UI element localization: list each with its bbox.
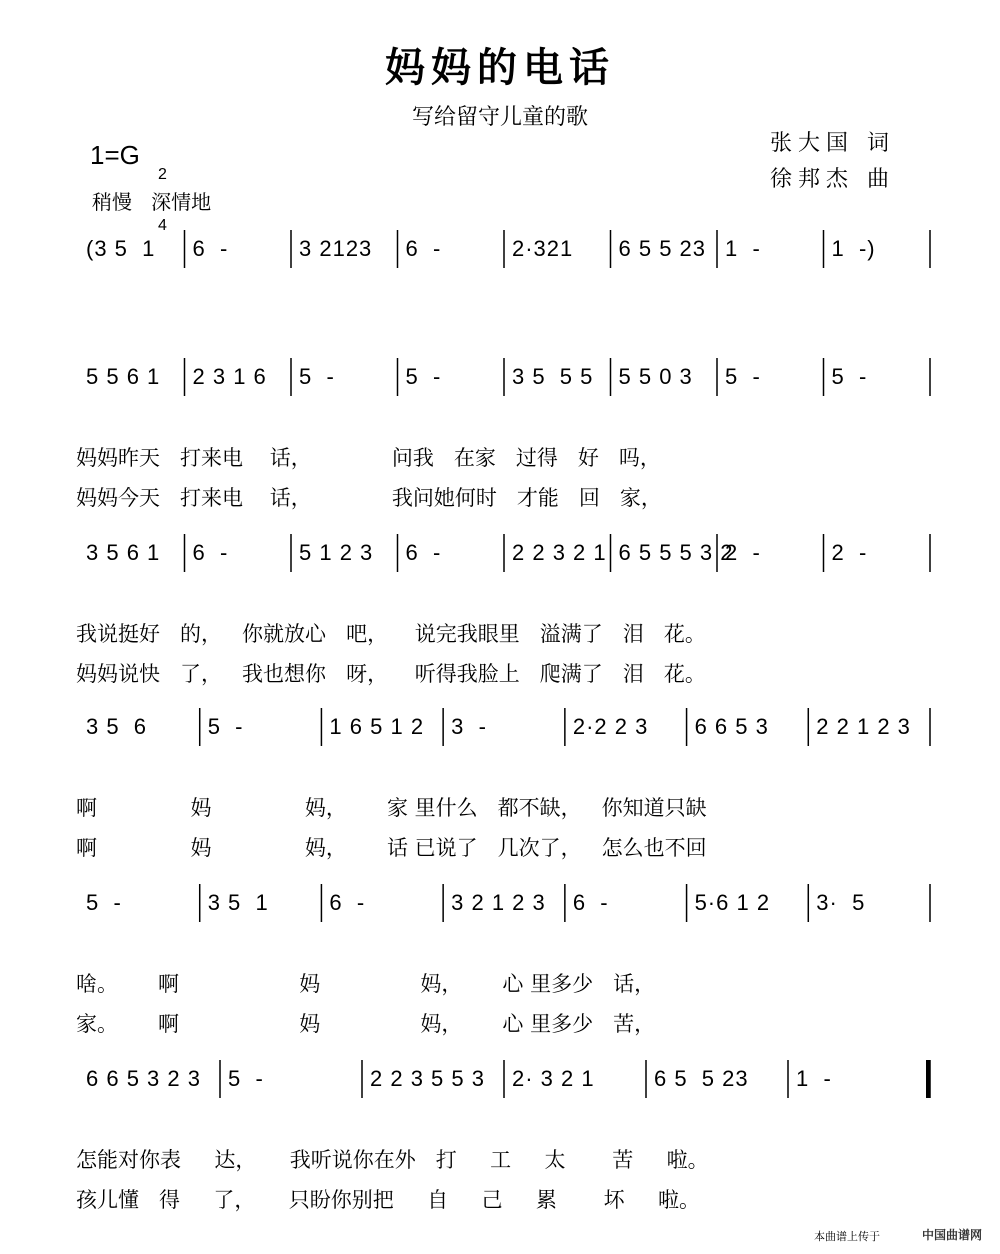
- measure: 2 2 3 2 1: [512, 540, 607, 565]
- song-subtitle: 写给留守儿童的歌: [411, 105, 588, 130]
- lyric-line: 孩儿懂 得 了， 只盼你别把 自 己 累 坏 啦。: [76, 1188, 701, 1212]
- meter-bottom: 4: [158, 217, 167, 234]
- measure: 6 -: [572, 890, 609, 915]
- lyric-line: 妈妈说快 了， 我也想你 呀， 听得我脸上 爬满了 泪 花。: [76, 662, 706, 686]
- measure: 2 2 3 5 5 3: [370, 1066, 485, 1091]
- lyric-line: 怎能对你表 达， 我听说你在外 打 工 太 苦 啦。: [76, 1148, 709, 1172]
- lyric-line: 妈妈今天 打来电 话， 我问她何时 才能 回 家，: [76, 486, 662, 510]
- song-title: 妈妈的电话: [385, 44, 615, 91]
- measure: 6 5 5 23: [618, 236, 707, 261]
- lyric-line: 家。 啊 妈 妈， 心 里多少 苦，: [76, 1012, 656, 1036]
- measure: 3 5 6 1: [86, 540, 161, 565]
- footer-text: 本曲谱上传于: [814, 1230, 880, 1243]
- measure: 5 -: [831, 364, 868, 389]
- measure: 5·6 1 2: [694, 890, 771, 915]
- footer-site-logo: 中国曲谱网: [921, 1228, 982, 1242]
- lyric-line: 我说挺好 的， 你就放心 吧， 说完我眼里 溢满了 泪 花。: [76, 622, 706, 646]
- lyric-line: 啥。 啊 妈 妈， 心 里多少 话，: [76, 972, 656, 996]
- measure: 2·2 2 3: [572, 714, 649, 739]
- measure: 6 -: [192, 236, 229, 261]
- measure: 3 -: [451, 714, 487, 739]
- measure: 5 1 2 3: [299, 540, 374, 565]
- measure: 5 -: [725, 364, 761, 389]
- lyric-line: 妈妈昨天 打来电 话， 问我 在家 过得 好 吗，: [76, 446, 661, 470]
- measure: 2·321: [512, 236, 574, 261]
- measure: 5 -: [228, 1066, 264, 1091]
- measure: 6 -: [405, 236, 442, 261]
- measure: 5 5 6 1: [86, 364, 161, 389]
- measure: 3 2123: [299, 236, 373, 261]
- measure: 1 6 5 1 2: [329, 714, 425, 739]
- measure: 5 5 0 3: [618, 364, 693, 389]
- measure: 1 -): [831, 236, 876, 261]
- measure: 5 -: [207, 714, 244, 739]
- measure: 3 5 1: [207, 890, 269, 915]
- measure: 2 -: [725, 540, 761, 565]
- measure: 1 -: [796, 1066, 832, 1091]
- measure: 5 -: [299, 364, 335, 389]
- measure: 2 2 1 2 3: [816, 714, 911, 739]
- measure: 1 -: [725, 236, 761, 261]
- composer-credit: 徐邦杰 曲: [770, 167, 895, 192]
- measure: 2· 3 2 1: [512, 1066, 595, 1091]
- measure: 6 -: [405, 540, 442, 565]
- lyric-line: 啊 妈 妈， 话 已说了 几次了， 怎么也不回: [76, 836, 707, 860]
- tempo-marking: 稍慢 深情地: [92, 190, 212, 214]
- key-signature: 1=G: [90, 140, 140, 170]
- measure: 6 5 5 5 3 2: [618, 540, 734, 565]
- measure: (3 5 1: [86, 236, 156, 261]
- measure: 6 5 5 23: [654, 1066, 749, 1091]
- meter-top: 2: [158, 166, 167, 183]
- measure: 2 -: [831, 540, 868, 565]
- measure: 3 5 6: [86, 714, 148, 739]
- measure: 2 3 1 6: [192, 364, 267, 389]
- measure: 5 -: [405, 364, 442, 389]
- lyric-line: 啊 妈 妈， 家 里什么 都不缺， 你知道只缺: [76, 796, 707, 820]
- measure: 3· 5: [816, 890, 866, 915]
- measure: 5 -: [86, 890, 122, 915]
- measure: 6 -: [329, 890, 366, 915]
- measure: 3 2 1 2 3: [451, 890, 546, 915]
- final-barline: [926, 1060, 930, 1098]
- measure: 6 6 5 3 2 3: [86, 1066, 201, 1091]
- measure: 6 6 5 3: [694, 714, 769, 739]
- measure: 3 5 5 5: [512, 364, 594, 389]
- lyricist-credit: 张大国 词: [770, 131, 895, 156]
- measure: 6 -: [192, 540, 229, 565]
